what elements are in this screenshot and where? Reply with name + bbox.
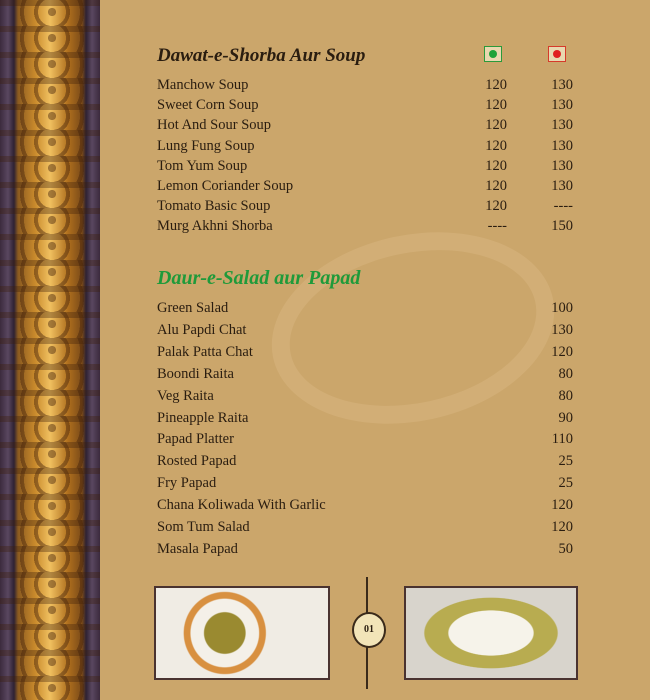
raita-photo [404, 586, 578, 680]
item-price: 100 [551, 300, 573, 316]
item-name: Tomato Basic Soup [157, 198, 271, 215]
item-name: Murg Akhni Shorba [157, 218, 273, 235]
item-name: Rosted Papad [157, 453, 237, 470]
menu-item [157, 117, 575, 137]
menu-item [157, 158, 575, 178]
item-name: Hot And Sour Soup [157, 117, 272, 134]
menu-item [157, 344, 575, 364]
item-price: 25 [558, 475, 573, 492]
menu-item [157, 366, 575, 386]
item-price: 25 [558, 453, 573, 470]
section-title-salad: Daur-e-Salad aur Papad [157, 267, 361, 289]
veg-icon [484, 46, 502, 62]
veg-price: 120 [485, 97, 507, 114]
item-price: 90 [558, 409, 573, 426]
page-number: 01 [352, 612, 386, 648]
section-title-soup: Dawat-e-Shorba Aur Soup [157, 45, 366, 66]
menu-item [157, 453, 575, 473]
nonveg-price: 130 [551, 97, 573, 114]
menu-item [157, 198, 575, 218]
menu-item [157, 410, 575, 430]
soup-photo [154, 586, 330, 680]
veg-price: 120 [485, 117, 507, 134]
nonveg-price: 130 [551, 178, 573, 194]
menu-item [157, 178, 575, 198]
item-name: Sweet Corn Soup [157, 97, 259, 114]
menu-item [157, 138, 575, 158]
item-name: Manchow Soup [157, 77, 249, 93]
veg-price: 120 [485, 178, 507, 194]
nonveg-price: 130 [551, 117, 573, 134]
menu-item [157, 519, 575, 539]
item-price: 80 [558, 387, 573, 404]
item-name: Lung Fung Soup [157, 137, 255, 154]
item-price: 120 [551, 519, 573, 535]
menu-item [157, 497, 575, 517]
veg-price: 120 [485, 198, 507, 215]
item-name: Palak Patta Chat [157, 343, 253, 360]
menu-item [157, 322, 575, 342]
item-price: 130 [551, 321, 573, 338]
non-veg-icon [548, 46, 566, 62]
nonveg-price: 130 [551, 137, 573, 154]
item-name: Masala Papad [157, 540, 238, 557]
item-name: Fry Papad [157, 475, 217, 492]
item-name: Alu Papdi Chat [157, 321, 247, 338]
item-price: 110 [551, 431, 573, 448]
item-name: Lemon Coriander Soup [157, 178, 294, 194]
menu-item [157, 475, 575, 495]
item-price: 120 [551, 497, 573, 514]
menu-item [157, 431, 575, 451]
item-price: 50 [558, 540, 573, 557]
item-name: Pineapple Raita [157, 409, 249, 426]
menu-item [157, 77, 575, 97]
item-name: Papad Platter [157, 431, 234, 448]
item-name: Boondi Raita [157, 365, 234, 382]
nonveg-price: ---- [553, 198, 573, 215]
menu-item [157, 300, 575, 320]
item-price: 80 [558, 365, 573, 382]
item-name: Green Salad [157, 300, 229, 316]
nonveg-price: 150 [551, 218, 573, 235]
veg-price: 120 [485, 77, 507, 93]
nonveg-price: 130 [551, 77, 573, 93]
item-name: Chana Koliwada With Garlic [157, 497, 326, 514]
item-price: 120 [551, 343, 573, 360]
item-name: Som Tum Salad [157, 519, 250, 535]
item-name: Tom Yum Soup [157, 157, 248, 174]
menu-item [157, 541, 575, 561]
ornamental-border [0, 0, 100, 700]
veg-price: 120 [485, 137, 507, 154]
menu-item [157, 97, 575, 117]
nonveg-price: 130 [551, 157, 573, 174]
veg-price: 120 [485, 157, 507, 174]
menu-item [157, 388, 575, 408]
menu-item [157, 218, 575, 238]
item-name: Veg Raita [157, 387, 214, 404]
veg-price: ---- [487, 218, 507, 235]
